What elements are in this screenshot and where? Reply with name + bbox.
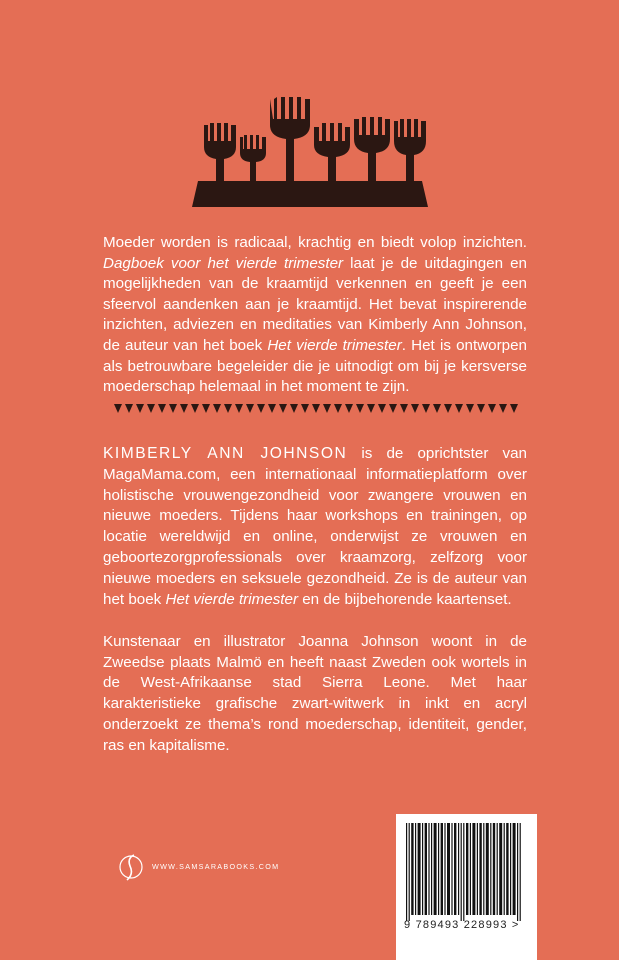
publisher-url: WWW.SAMSARABOOKS.COM (152, 862, 280, 871)
blurb-body: laat je de uitdagingen en mogelijkheden van de kraamtijd verkennen en geeft je een sfeervol aandenken aan je kraamtijd. Het bevat inspirerende inzichten, adviezen en meditaties van Kimberly Ann Johnson, de auteur van het boek (103, 254, 528, 354)
triangle-divider (114, 404, 520, 414)
bio-book-title: Het vierde trimester (165, 590, 299, 608)
barcode (406, 823, 522, 921)
isbn-number: 9 789493 228993 > (404, 919, 520, 931)
bio-text-1: is de oprichtster van MagaMama.com, een internationaal informatieplatform over holistische vrouwengezondheid voor zwangere vrouwen en nieuwe moeders. Tijdens haar workshops en trainingen, op locatie wereldwijd en online, onderwijst ze vrouwen en geboortezorgprofessionals over kraamzorg, zelfzorg voor nieuwe moeders en seksuele gezondheid. Ze is de auteur van het boek (103, 445, 527, 608)
cups-illustration (190, 95, 430, 207)
blurb-title-italic: Dagboek voor het vierde trimester (103, 254, 344, 272)
samsara-logo-icon (118, 849, 144, 885)
blurb-ending: . Het is ontworpen als betrouwbare begeleider die je uitnodigt om bij je kersverse moederschap helemaal in het moment te zijn. (103, 336, 528, 396)
blurb-line-1: Moeder worden is radicaal, krachtig en biedt volop inzichten. (103, 234, 527, 251)
blurb-book-title-italic: Het vierde trimester (267, 336, 402, 354)
blurb-text (103, 233, 527, 398)
bio-text-2: en de bijbehorende kaartenset. (298, 590, 512, 608)
author-bio (103, 444, 527, 610)
artist-bio: Kunstenaar en illustrator Joanna Johnson woont in de Zweedse plaats Malmö en heeft naast Zweden ook wortels in de West-Afrikaanse stad Sierra Leone. Met haar karakteristieke grafische zwart-witwerk in inkt en acryl onderzoekt ze thema’s rond moederschap, identiteit, gender, ras en kapitalisme. (103, 633, 527, 754)
author-name: KIMBERLY ANN JOHNSON (103, 445, 348, 462)
